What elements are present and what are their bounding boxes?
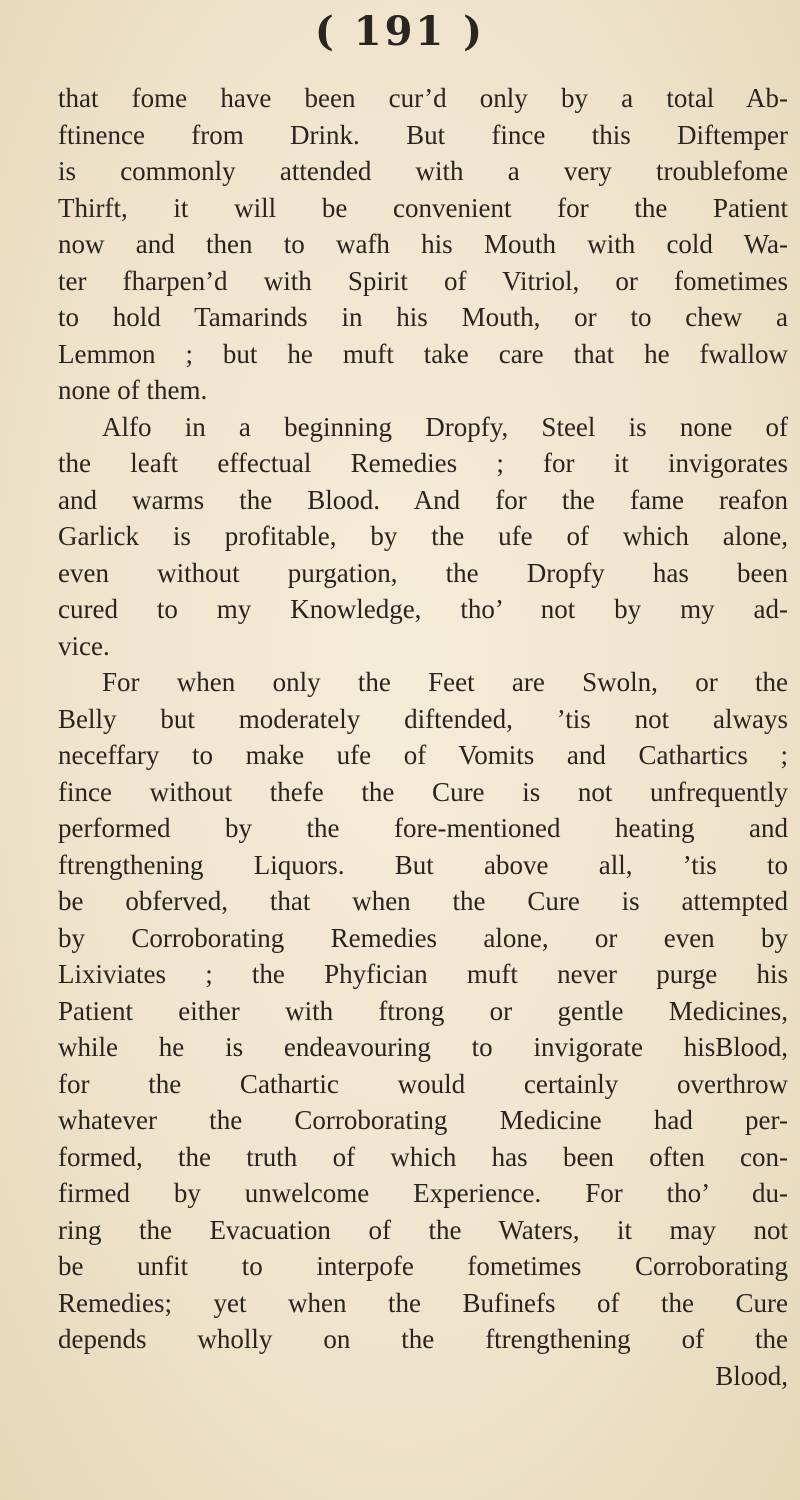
text-line: Thirft, it will be convenient for the Patient xyxy=(58,192,788,223)
paragraph-start-line: Alfo in a beginning Dropfy, Steel is none of xyxy=(102,411,788,442)
text-line: by Corroborating Remedies alone, or even by xyxy=(58,922,788,953)
text-line: Remedies; yet when the Bufinefs of the Cure xyxy=(58,1287,788,1318)
catchword: Blood, xyxy=(715,1360,788,1391)
text-line: now and then to wafh his Mouth with cold Wa- xyxy=(58,229,788,259)
text-line: the leaft effectual Remedies ; for it invigorates xyxy=(58,448,788,478)
page-number: ( 191 ) xyxy=(314,8,486,55)
paragraph-start-line: For when only the Feet are Swoln, or the xyxy=(102,667,788,697)
text-line: and warms the Blood. And for the fame reafon xyxy=(58,484,788,515)
text-line: Lemmon ; but he muft take care that he fwallow xyxy=(58,338,788,369)
text-line: firmed by unwelcome Experience. For tho’ du- xyxy=(58,1178,788,1208)
text-line: Belly but moderately diftended, ’tis not always xyxy=(58,703,788,734)
text-line: fince without thefe the Cure is not unfrequently xyxy=(58,776,788,807)
text-line: ftrengthening Liquors. But above all, ’tis to xyxy=(58,849,788,880)
text-line: that fome have been cur’d only by a total Ab- xyxy=(58,83,788,113)
text-line: neceffary to make ufe of Vomits and Cathartics ; xyxy=(58,740,788,770)
text-line: be obferved, that when the Cure is attempted xyxy=(58,886,788,916)
text-line: is commonly attended with a very troublefome xyxy=(58,156,788,186)
text-line: Lixiviates ; the Phyfician muft never purge his xyxy=(58,959,788,989)
text-line: whatever the Corroborating Medicine had per- xyxy=(58,1105,788,1135)
paragraph-end-line: none of them. xyxy=(58,375,208,405)
text-line: cured to my Knowledge, tho’ not by my ad- xyxy=(58,594,788,624)
text-line: Patient either with ftrong or gentle Medicines, xyxy=(58,995,788,1026)
text-line: ftinence from Drink. But fince this Diftemper xyxy=(58,119,788,150)
text-line: ter fharpen’d with Spirit of Vitriol, or fometimes xyxy=(58,265,788,296)
text-line: be unfit to interpofe fometimes Corroborating xyxy=(58,1251,788,1281)
text-line: Garlick is profitable, by the ufe of which alone, xyxy=(58,521,788,551)
text-line: ring the Evacuation of the Waters, it may not xyxy=(58,1214,788,1245)
text-line: to hold Tamarinds in his Mouth, or to chew a xyxy=(58,302,788,332)
text-line: depends wholly on the ftrengthening of the xyxy=(58,1324,788,1354)
text-line: for the Cathartic would certainly overthrow xyxy=(58,1068,788,1099)
text-line: even without purgation, the Dropfy has been xyxy=(58,557,788,588)
text-line: formed, the truth of which has been often con- xyxy=(58,1141,788,1172)
text-line: performed by the fore-mentioned heating and xyxy=(58,813,788,843)
text-line: while he is endeavouring to invigorate hisBlood, xyxy=(58,1032,788,1062)
paragraph-end-line: vice. xyxy=(58,630,110,661)
body-text xyxy=(58,80,788,1394)
